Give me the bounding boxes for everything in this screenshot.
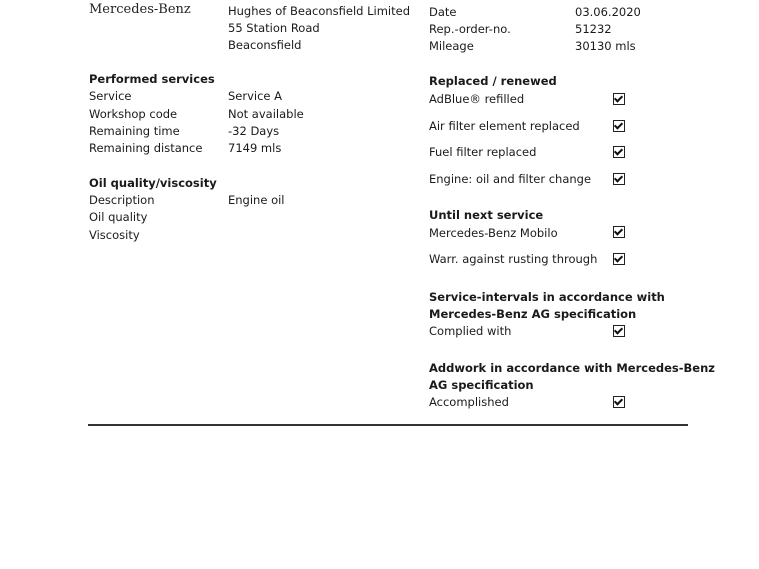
oil-quality-title: Oil quality/viscosity bbox=[89, 176, 217, 190]
rust-warranty-label: Warr. against rusting through bbox=[429, 252, 598, 266]
complied-with-checkbox[interactable] bbox=[613, 325, 625, 337]
dealer-town: Beaconsfield bbox=[228, 38, 302, 52]
addwork-title-2: AG specification bbox=[429, 378, 534, 392]
mileage-value: 30130 mls bbox=[575, 39, 636, 53]
accomplished-label: Accomplished bbox=[429, 395, 509, 409]
reporder-value: 51232 bbox=[575, 22, 612, 36]
air-filter-label: Air filter element replaced bbox=[429, 119, 580, 133]
dealer-street: 55 Station Road bbox=[228, 21, 320, 35]
date-value: 03.06.2020 bbox=[575, 5, 641, 19]
service-label: Service bbox=[89, 89, 132, 103]
adblue-label: AdBlue® refilled bbox=[429, 92, 525, 106]
mileage-label: Mileage bbox=[429, 39, 474, 53]
workshop-code-value: Not available bbox=[228, 107, 304, 121]
oil-quality-label: Oil quality bbox=[89, 210, 148, 224]
engine-oil-filter-checkbox[interactable] bbox=[613, 173, 625, 185]
service-intervals-title-2: Mercedes-Benz AG specification bbox=[429, 307, 637, 321]
addwork-title-1: Addwork in accordance with Mercedes-Benz bbox=[429, 361, 715, 375]
remaining-time-label: Remaining time bbox=[89, 124, 180, 138]
brand-logo-text: Mercedes-Benz bbox=[89, 2, 191, 17]
mobilo-checkbox[interactable] bbox=[613, 226, 625, 238]
complied-with-label: Complied with bbox=[429, 324, 512, 338]
viscosity-label: Viscosity bbox=[89, 228, 140, 242]
date-label: Date bbox=[429, 5, 457, 19]
mobilo-label: Mercedes-Benz Mobilo bbox=[429, 226, 558, 240]
bottom-divider bbox=[88, 424, 688, 426]
performed-services-title: Performed services bbox=[89, 72, 215, 86]
fuel-filter-label: Fuel filter replaced bbox=[429, 145, 537, 159]
remaining-distance-value: 7149 mls bbox=[228, 141, 282, 155]
adblue-checkbox[interactable] bbox=[613, 93, 625, 105]
rust-warranty-checkbox[interactable] bbox=[613, 253, 625, 265]
description-label: Description bbox=[89, 193, 155, 207]
until-next-service-title: Until next service bbox=[429, 208, 544, 222]
service-value: Service A bbox=[228, 89, 283, 103]
accomplished-checkbox[interactable] bbox=[613, 396, 625, 408]
service-intervals-title-1: Service-intervals in accordance with bbox=[429, 290, 665, 304]
air-filter-checkbox[interactable] bbox=[613, 120, 625, 132]
workshop-code-label: Workshop code bbox=[89, 107, 178, 121]
reporder-label: Rep.-order-no. bbox=[429, 22, 511, 36]
dealer-name: Hughes of Beaconsfield Limited bbox=[228, 4, 410, 18]
engine-oil-filter-label: Engine: oil and filter change bbox=[429, 172, 592, 186]
fuel-filter-checkbox[interactable] bbox=[613, 146, 625, 158]
remaining-time-value: -32 Days bbox=[228, 124, 280, 138]
replaced-renewed-title: Replaced / renewed bbox=[429, 74, 557, 88]
description-value: Engine oil bbox=[228, 193, 285, 207]
remaining-distance-label: Remaining distance bbox=[89, 141, 203, 155]
